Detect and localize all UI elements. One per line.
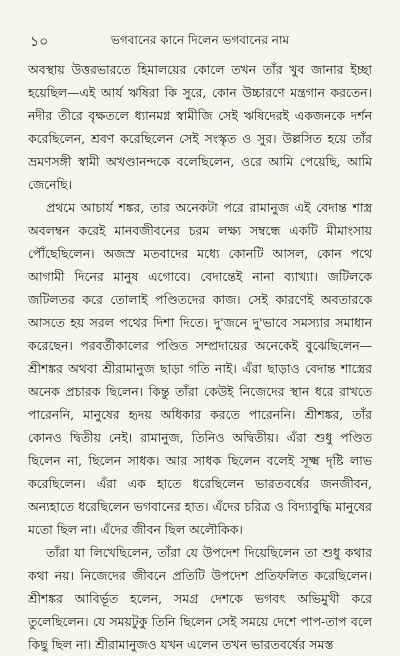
paragraph-2: প্রথমে আচার্য শঙ্কর, তার অনেকটা পরে রামানুজ এই বেদান্ত শাস্ত্র অবলম্বন করেই মানবজীবনের চরম লক্ষ্য সম্বন্ধে একটি মীমাংসায় পৌঁছেছিলেন। অজস্র মতবাদের মধ্যে কোনটি আসল, কোন পথে আগামী দিনের মানুষ এগোবে। বেদান্তেই নানা ব্যাখ্যা। জটিলকে জটিলতর করে তোলাই পণ্ডিতদের কাজ। সেই কারণেই অবতারকে আসতে হয় সরল পথের দিশা দিতে। দু'জনে দু'ভাবে সমস্যার সমাধান করেছেন। পরবর্তীকালের পণ্ডিত সম্প্রদায়ের অনেকেই বুঝেছিলেন—শ্রীশঙ্কর অথবা শ্রীরামানুজ ছাড়া গতি নাই। এঁরা ছাড়াও বেদান্ত শাস্ত্রের অনেক প্রচারক ছিলেন। কিন্তু তাঁরা কেউই নিজেদের স্থান ধরে রাখতে পারেননি, মানুষের হৃদয় অধিকার করতে পারেননি। শ্রীশঙ্কর, তাঁর কোনও দ্বিতীয় নেই। রামানুজ, তিনিও অদ্বিতীয়। এঁরা শুধু পণ্ডিত ছিলেন না, ছিলেন সাধক। আর সাধক ছিলেন বলেই সূক্ষ্ম দৃষ্টি লাভ করেছিলেন। এঁরা এক হাতে ধরেছিলেন ভারতবর্ষের জনজীবন, অন্যহাতে ধরেছিলেন ভগবানের হাত। এঁদের চরিত্র ও বিদ্যাবুদ্ধি মানুষের মতো ছিল না। এঁদের জীবন ছিল অলৌকিক। (28, 200, 372, 537)
paragraph-1: অবস্থায় উত্তরভারতে হিমালয়ের কোলে তখন তাঁর খুব জানার ইচ্ছা হয়েছিল—এই আর্য ঋষিরা কি সুরে, কোন উচ্চারণে মন্ত্রগান করতেন। নদীর তীরে বৃক্ষতলে ধ্যানমগ্ন স্বামীজি সেই ঋষিদেরই একজনকে দর্শন করেছিলেন, শ্রবণ করেছিলেন সেই সংস্কৃত ও সুর। উল্লসিত হয়ে তাঁর ভ্রমণসঙ্গী স্বামী অখণ্ডানন্দকে বলেছিলেন, ওরে আমি পেয়েছি, আমি জেনেছি। (28, 62, 372, 192)
page-header (28, 30, 372, 50)
running-head: ভগবানের কানে দিলেন ভগবানের নাম (110, 33, 290, 47)
paragraph-3: তাঁরা যা লিখেছিলেন, তাঁরা যে উপদেশ দিয়েছিলেন তা শুধু কথার কথা নয়। নিজেদের জীবনে প্রতিটি উপদেশ প্রতিফলিত করেছিলেন। শ্রীশঙ্কর আবির্ভূত হলেন, সমগ্র দেশকে ভগবৎ অভিমুখী করে তুলেছিলেন। যে সময়টুকু তিনি ছিলেন সেই সময়ে দেশে পাপ-তাপ বলে কিছু ছিল না। শ্রীরামানুজও যখন এলেন তখন ভারতবর্ষের সমস্ত (28, 545, 372, 652)
body-text (28, 58, 372, 656)
page-number: ১০ (30, 34, 49, 50)
